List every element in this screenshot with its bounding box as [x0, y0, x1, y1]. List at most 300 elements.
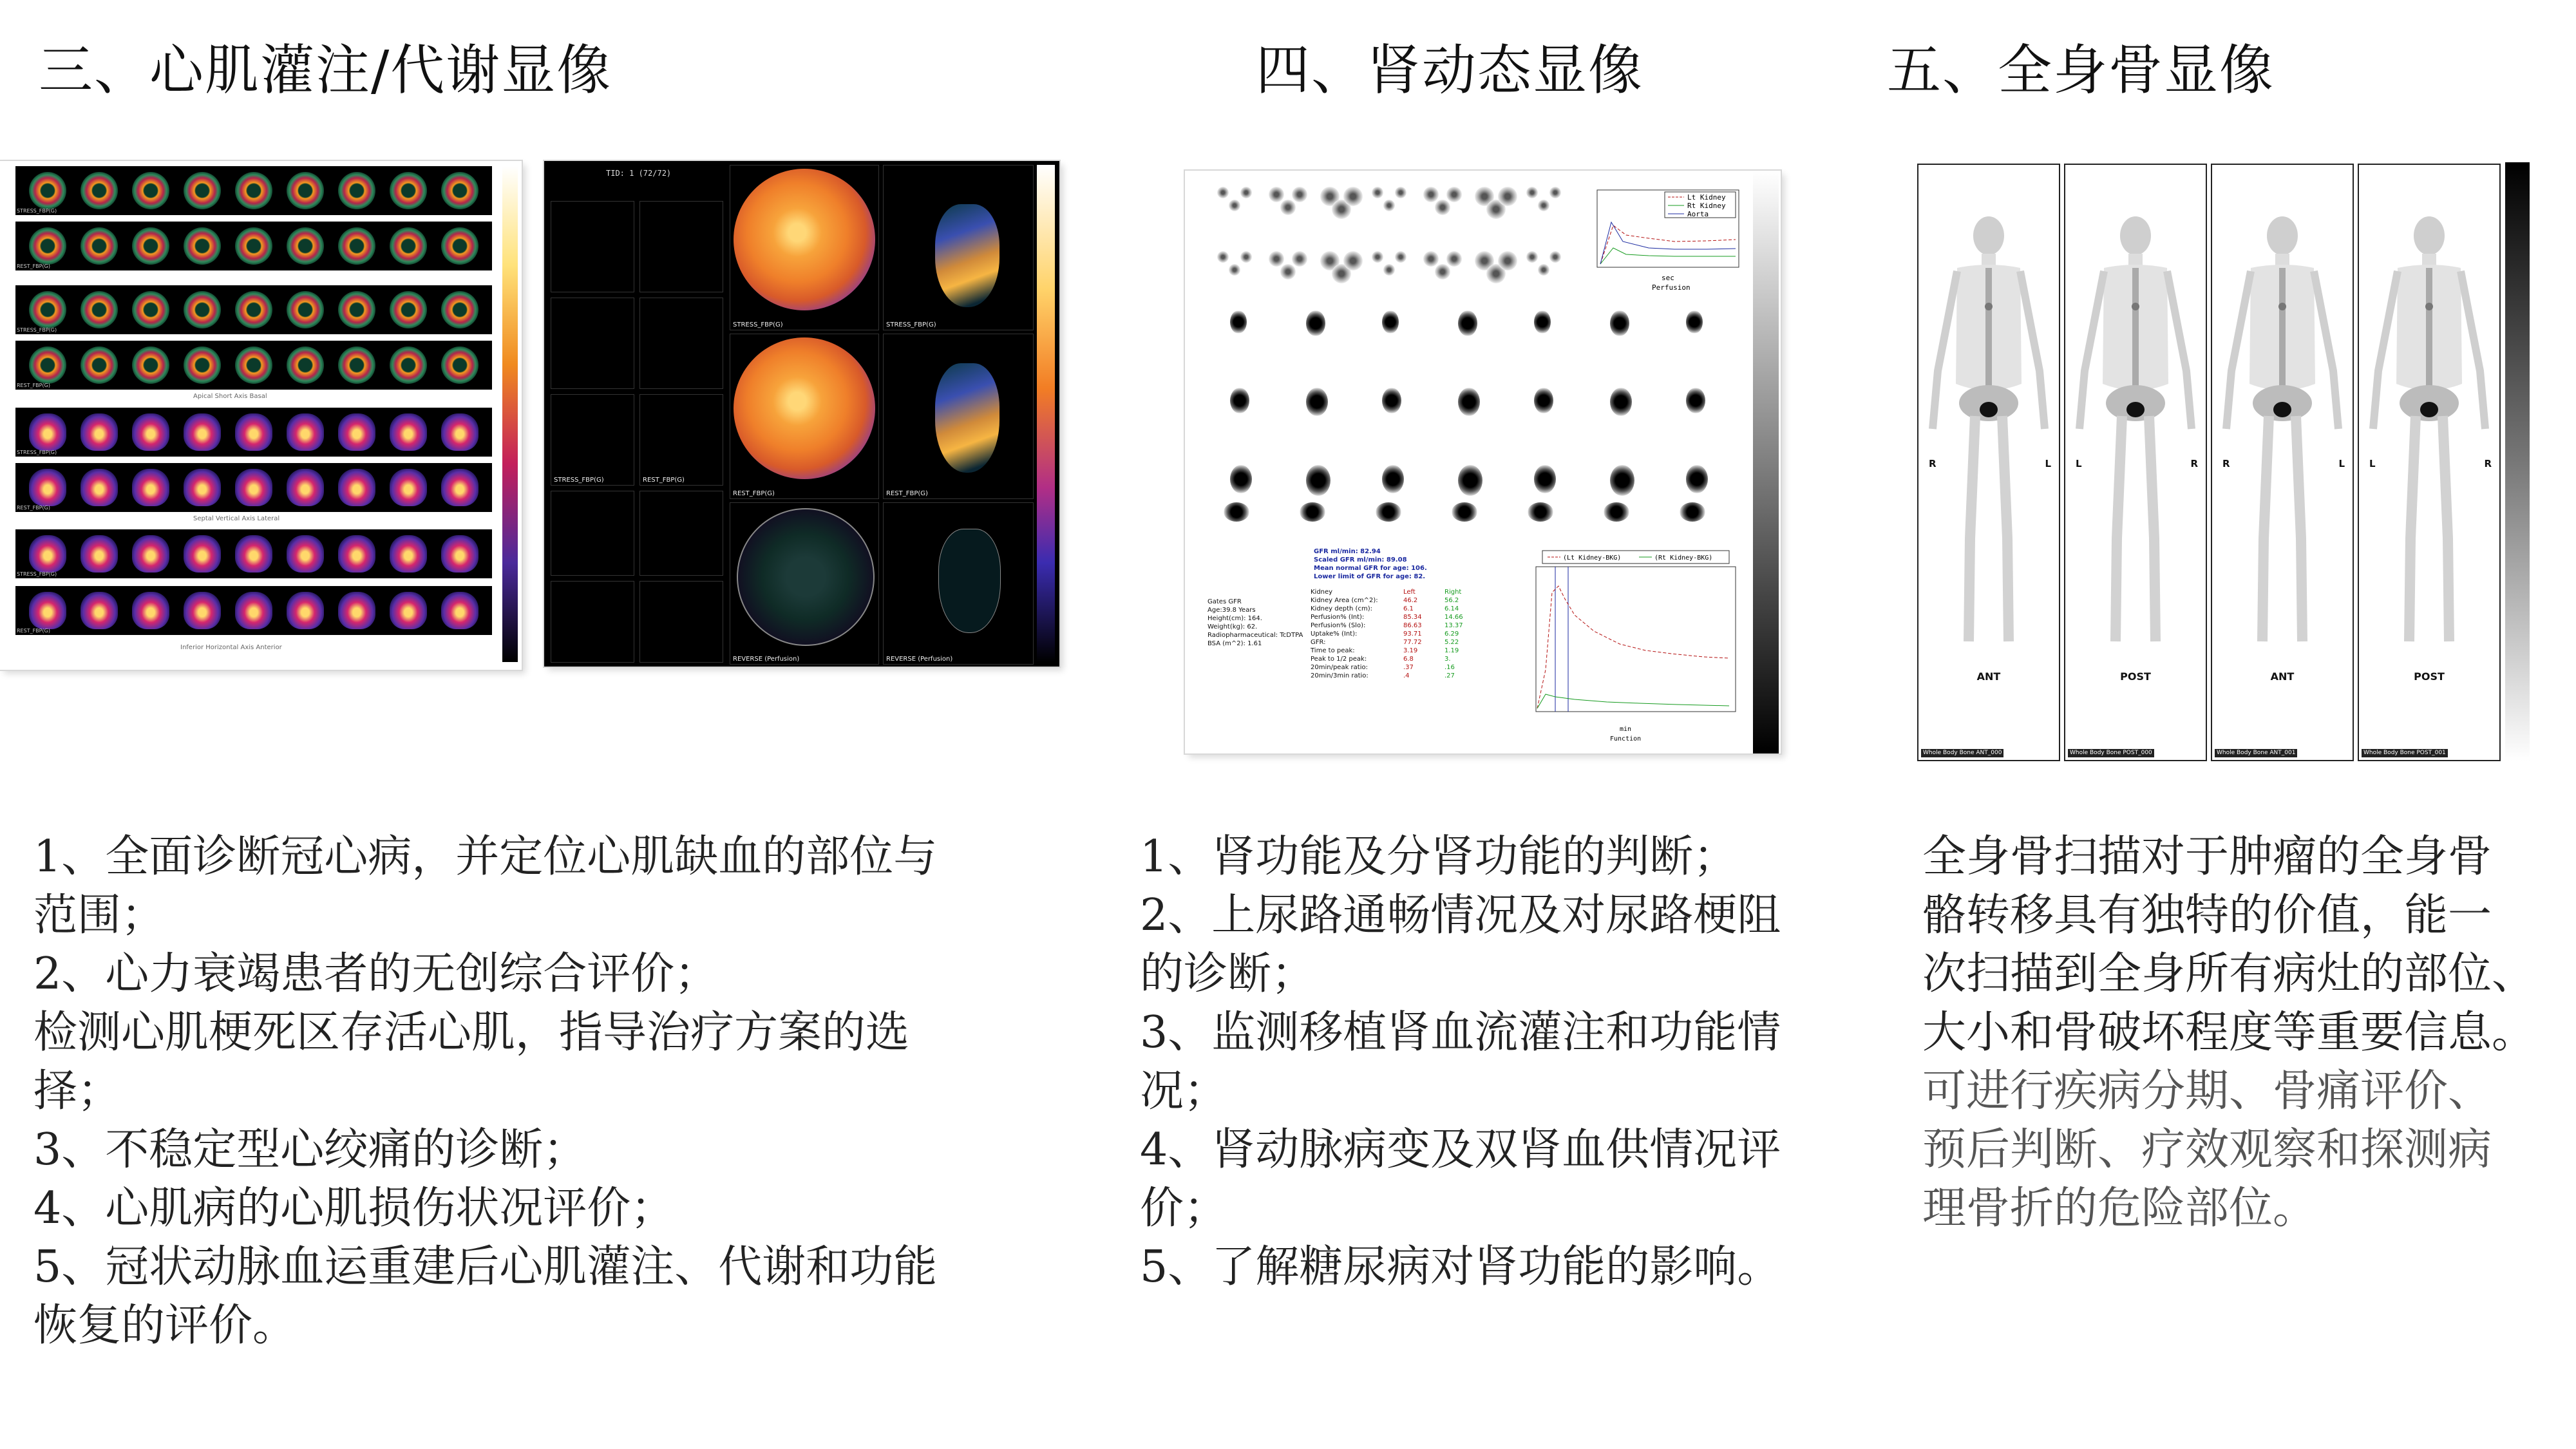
slice-cell — [132, 291, 169, 328]
func-axis: min — [1620, 726, 1632, 733]
polar-map — [734, 169, 875, 310]
function-frame — [1198, 457, 1269, 528]
activity-spot — [1269, 251, 1284, 267]
slice-cell — [441, 291, 478, 328]
kidney-spot — [1686, 310, 1703, 334]
perfusion-frame — [1468, 174, 1513, 225]
function-frame — [1578, 380, 1649, 451]
kidney-table-row — [1311, 630, 1477, 638]
text-line: 检测心肌梗死区存活心肌，指导治疗方案的选 — [33, 1007, 910, 1058]
function-frame — [1198, 303, 1269, 374]
bone-description — [1922, 828, 2576, 1238]
slice-cell — [235, 469, 272, 506]
slice-cell — [184, 535, 221, 573]
kidney-table-cell: 6.14 — [1444, 605, 1459, 612]
activity-spot — [1292, 187, 1307, 202]
kidney-spot — [1458, 310, 1477, 336]
slice-cell — [132, 346, 169, 384]
slice-cell — [441, 227, 478, 265]
slice-cell — [287, 535, 324, 573]
text-line: 2、心力衰竭患者的无创综合评价； — [33, 949, 719, 999]
view-footer: Whole Body Bone POST_001 — [2362, 749, 2448, 757]
text-line: 次扫描到全身所有病灶的部位、 — [1922, 949, 2536, 999]
function-frame — [1578, 303, 1649, 374]
text-line: 价； — [1140, 1183, 1228, 1234]
slice-cell — [390, 535, 427, 573]
bladder-spot — [1300, 502, 1325, 522]
tile-label: REVERSE (Perfusion) — [733, 656, 800, 663]
activity-spot — [1423, 187, 1439, 202]
kidney-table-body — [1311, 596, 1477, 680]
slice-cell — [184, 346, 221, 384]
side-label: L — [2045, 458, 2051, 469]
function-frame — [1350, 457, 1421, 528]
view-label: POST — [2120, 670, 2151, 683]
perfusion-frame — [1417, 238, 1462, 290]
activity-spot — [1217, 187, 1229, 198]
activity-spot — [1343, 251, 1363, 270]
bladder-spot — [1224, 502, 1249, 522]
slice-cell — [80, 469, 118, 506]
kidney-spot — [1458, 388, 1480, 416]
slice-strip — [15, 222, 492, 270]
activity-spot — [1526, 251, 1538, 263]
tomo-slice — [551, 298, 634, 389]
info-line: Height(cm): 164. — [1208, 615, 1262, 622]
skeleton-figure — [2212, 216, 2353, 667]
slice-cell — [338, 469, 375, 506]
renal-description — [1140, 828, 1855, 1296]
activity-spot — [1423, 251, 1439, 267]
slice-cell — [29, 227, 66, 265]
strip-label: REST_FBP(G) — [17, 383, 50, 388]
kidney-table-row — [1311, 621, 1477, 630]
cardiac-description — [33, 828, 1051, 1355]
axis-caption: Septal Vertical Axis Lateral — [193, 515, 280, 522]
whole-body-view — [2064, 164, 2207, 761]
kidney-table-row — [1311, 596, 1477, 605]
perfusion-chart — [1578, 187, 1745, 296]
activity-spot — [1280, 200, 1296, 215]
gfr-summary — [1314, 547, 1427, 581]
heading-cardiac: 三、心肌灌注/代谢显像 — [39, 39, 612, 102]
perfusion-frame — [1365, 174, 1410, 225]
tile-label: REST_FBP(G) — [886, 490, 928, 497]
side-label: R — [1929, 458, 1937, 469]
view-label: POST — [2414, 670, 2445, 683]
kidney-table-cell: .27 — [1444, 672, 1455, 679]
slice-cell — [80, 291, 118, 328]
tomo-slice — [639, 298, 723, 389]
activity-spot — [1240, 251, 1252, 263]
kidney-spot — [1686, 388, 1705, 413]
kidney-table-cell: 85.34 — [1403, 614, 1422, 621]
slice-strip — [15, 285, 492, 334]
bladder-spot — [1376, 502, 1401, 522]
activity-spot — [1343, 187, 1363, 206]
slice-cell — [338, 172, 375, 209]
slice-cell — [235, 346, 272, 384]
func-legend-lt: (Lt Kidney-BKG) — [1563, 554, 1622, 562]
perfusion-frame — [1314, 174, 1359, 225]
kidney-table-row — [1311, 605, 1477, 613]
heart-3d-tile — [883, 502, 1034, 665]
kidney-table-cell: Perfusion% (Slo): — [1311, 622, 1366, 629]
kidney-table-cell: 93.71 — [1403, 630, 1422, 638]
view-footer: Whole Body Bone ANT_000 — [1921, 749, 2003, 757]
slice-cell — [184, 172, 221, 209]
activity-spot — [1383, 264, 1395, 276]
tomo-slice — [639, 491, 723, 576]
slice-cell — [287, 592, 324, 629]
kidney-table-cell: 77.72 — [1403, 639, 1422, 646]
kidney-table-row — [1311, 655, 1477, 663]
view-footer: Whole Body Bone ANT_001 — [2215, 749, 2297, 757]
kidney-table-cell: Peak to 1/2 peak: — [1311, 656, 1367, 663]
col-left: Left — [1403, 589, 1416, 596]
tomo-slice — [639, 201, 723, 292]
kidney-spot — [1306, 310, 1325, 336]
tile-label: STRESS_FBP(G) — [886, 321, 936, 328]
kidney-spot — [1382, 310, 1399, 334]
gfr-line: Lower limit of GFR for age: 82. — [1314, 573, 1426, 580]
kidney-table-cell: Kidney depth (cm): — [1311, 605, 1372, 612]
tile-label: REST_FBP(G) — [733, 490, 775, 497]
color-scale — [1037, 165, 1055, 662]
slice-cell — [29, 291, 66, 328]
legend-rt: Rt Kidney — [1687, 202, 1726, 210]
slice-cell — [80, 413, 118, 451]
slice-strip — [15, 529, 492, 578]
strip-label: STRESS_FBP(G) — [17, 450, 57, 455]
perfusion-frame — [1211, 238, 1256, 290]
bladder-spot — [1680, 502, 1705, 522]
activity-spot — [1217, 251, 1229, 263]
tile-label: REVERSE (Perfusion) — [886, 656, 953, 663]
polar-map-tile — [730, 502, 879, 665]
slice-cell — [390, 291, 427, 328]
polar-map-tile — [730, 165, 879, 330]
heart-3d — [935, 363, 999, 473]
perf-title: Perfusion — [1652, 283, 1690, 292]
slice-cell — [184, 227, 221, 265]
slice-cell — [235, 535, 272, 573]
text-line: 择； — [33, 1066, 122, 1117]
slice-cell — [80, 346, 118, 384]
kidney-table-row — [1311, 672, 1477, 680]
slice-strip — [15, 408, 492, 457]
kidney-table-cell: 5.22 — [1444, 639, 1459, 646]
perfusion-frame — [1520, 174, 1565, 225]
kidney-spot — [1534, 310, 1551, 334]
text-line: 的诊断； — [1140, 949, 1316, 999]
slice-cell — [441, 535, 478, 573]
kidney-table-cell: .37 — [1403, 664, 1414, 671]
slice-cell — [184, 291, 221, 328]
activity-spot — [1372, 251, 1383, 263]
legend-lt: Lt Kidney — [1687, 193, 1726, 202]
func-title: Function — [1610, 735, 1642, 743]
kidney-table-row — [1311, 638, 1477, 647]
whole-body-view — [2211, 164, 2354, 761]
kidney-table-row — [1311, 613, 1477, 621]
kidney-table-cell: 3.19 — [1403, 647, 1418, 654]
activity-spot — [1498, 187, 1517, 206]
kidney-table — [1311, 588, 1477, 680]
strip-label: STRESS_FBP(G) — [17, 327, 57, 333]
perf-axis: sec — [1662, 274, 1674, 282]
kidney-spot — [1686, 465, 1708, 493]
side-label: R — [2190, 458, 2198, 469]
slice-cell — [287, 413, 324, 451]
slice-cell — [184, 413, 221, 451]
function-frame — [1274, 380, 1345, 451]
slice-cell — [338, 227, 375, 265]
skeleton-figure — [1918, 216, 2059, 667]
function-frame — [1654, 380, 1725, 451]
activity-spot — [1446, 187, 1462, 202]
perfusion-frame — [1520, 238, 1565, 290]
text-line: 3、不稳定型心绞痛的诊断； — [33, 1124, 587, 1175]
heart-3d-tile — [883, 165, 1034, 330]
kidney-table-row — [1311, 647, 1477, 655]
heart-3d — [935, 204, 999, 307]
slice-cell — [235, 413, 272, 451]
strip-label: STRESS_FBP(G) — [17, 571, 57, 577]
slice-cell — [338, 413, 375, 451]
slice-cell — [132, 227, 169, 265]
slice-cell — [29, 346, 66, 384]
kidney-spot — [1458, 465, 1482, 496]
bladder-spot — [1452, 502, 1477, 522]
slice-cell — [338, 346, 375, 384]
text-line: 1、全面诊断冠心病，并定位心肌缺血的部位与 — [33, 831, 938, 882]
strip-label: STRESS_FBP(G) — [17, 208, 57, 214]
kidney-table-cell: 14.66 — [1444, 614, 1463, 621]
tid-label: TID: 1 (72/72) — [606, 169, 672, 178]
perfusion-frame — [1262, 238, 1307, 290]
perfusion-frame — [1211, 174, 1256, 225]
activity-spot — [1372, 187, 1383, 198]
function-frame — [1426, 380, 1497, 451]
activity-spot — [1280, 264, 1296, 279]
view-label: ANT — [2270, 670, 2295, 683]
slice-cell — [287, 227, 324, 265]
skeleton-figure — [2065, 216, 2206, 667]
activity-spot — [1526, 187, 1538, 198]
slice-cell — [390, 346, 427, 384]
tomo-slice — [551, 201, 634, 292]
side-label: L — [2076, 458, 2082, 469]
strip-label: REST_FBP(G) — [17, 263, 50, 269]
activity-spot — [1395, 251, 1406, 263]
perfusion-frame — [1314, 238, 1359, 290]
axis-caption: Apical Short Axis Basal — [193, 393, 267, 400]
kidney-spot — [1230, 310, 1247, 334]
activity-spot — [1395, 187, 1406, 198]
kidney-table-cell: GFR: — [1311, 639, 1326, 646]
slice-cell — [29, 413, 66, 451]
perfusion-frame — [1417, 174, 1462, 225]
slice-cell — [235, 227, 272, 265]
slice-cell — [338, 535, 375, 573]
polar-map-tile — [730, 334, 879, 499]
kidney-table-cell: .4 — [1403, 672, 1410, 679]
slice-cell — [184, 469, 221, 506]
heading-renal: 四、肾动态显像 — [1256, 39, 1644, 102]
slice-cell — [235, 592, 272, 629]
kidney-table-header — [1311, 588, 1477, 596]
kidney-table-cell: 6.29 — [1444, 630, 1459, 638]
kidney-spot — [1306, 388, 1328, 416]
slice-cell — [287, 346, 324, 384]
activity-spot — [1229, 200, 1240, 211]
activity-spot — [1229, 264, 1240, 276]
side-label: L — [2338, 458, 2345, 469]
tile-label: REST_FBP(G) — [643, 477, 685, 484]
heart-3d — [938, 529, 1001, 633]
tomo-slice — [551, 491, 634, 576]
slice-cell — [390, 413, 427, 451]
function-frame — [1350, 303, 1421, 374]
slice-cell — [235, 291, 272, 328]
kidney-spot — [1230, 388, 1249, 413]
kidney-spot — [1382, 465, 1404, 493]
text-line: 5、了解糖尿病对肾功能的影响。 — [1140, 1242, 1781, 1293]
text-line: 恢复的评价。 — [33, 1300, 297, 1351]
kidney-table-cell: 86.63 — [1403, 622, 1422, 629]
slice-cell — [338, 291, 375, 328]
activity-spot — [1435, 200, 1450, 215]
kidney-table-cell: 6.1 — [1403, 605, 1414, 612]
info-line: BSA (m^2): 1.61 — [1208, 640, 1262, 647]
slice-cell — [132, 172, 169, 209]
renal-dynamic-image — [1185, 171, 1781, 753]
legend-aorta: Aorta — [1687, 210, 1709, 218]
tile-label: STRESS_FBP(G) — [733, 321, 783, 328]
slice-cell — [390, 592, 427, 629]
function-frame — [1198, 380, 1269, 451]
kidney-spot — [1610, 465, 1634, 496]
kidney-spot — [1534, 465, 1556, 493]
slice-cell — [287, 172, 324, 209]
text-line: 1、肾功能及分肾功能的判断； — [1140, 831, 1738, 882]
slice-cell — [29, 592, 66, 629]
text-line: 范围； — [33, 890, 166, 941]
function-frame — [1274, 457, 1345, 528]
side-label: R — [2484, 458, 2492, 469]
activity-spot — [1538, 200, 1549, 211]
slice-strip — [15, 166, 492, 215]
col-kidney: Kidney — [1311, 589, 1333, 596]
view-label: ANT — [1976, 670, 2001, 683]
slice-cell — [29, 535, 66, 573]
side-label: R — [2222, 458, 2230, 469]
activity-spot — [1383, 200, 1395, 211]
whole-body-view — [2358, 164, 2501, 761]
patient-info — [1208, 547, 1303, 648]
text-line: 大小和骨破坏程度等重要信息。 — [1922, 1007, 2536, 1058]
slice-cell — [132, 469, 169, 506]
kidney-table-cell: 3. — [1444, 656, 1451, 663]
function-frame — [1502, 303, 1573, 374]
kidney-spot — [1610, 310, 1629, 336]
slice-cell — [441, 346, 478, 384]
info-line: Weight(kg): 62. — [1208, 623, 1258, 630]
slice-strip — [15, 463, 492, 512]
slice-cell — [390, 172, 427, 209]
kidney-table-row — [1311, 663, 1477, 672]
strip-label: REST_FBP(G) — [17, 628, 50, 634]
whole-body-view — [1917, 164, 2060, 761]
perfusion-frame — [1365, 238, 1410, 290]
tomo-slice — [639, 581, 723, 663]
text-line: 预后判断、疗效观察和探测病 — [1922, 1124, 2492, 1175]
slice-cell — [390, 227, 427, 265]
kidney-table-cell: Perfusion% (Int): — [1311, 614, 1365, 621]
tomo-slice — [551, 581, 634, 663]
function-frame — [1502, 380, 1573, 451]
slice-cell — [184, 592, 221, 629]
polar-map — [734, 337, 875, 479]
slice-cell — [390, 469, 427, 506]
kidney-spot — [1534, 388, 1553, 413]
slice-cell — [132, 413, 169, 451]
function-frame — [1578, 457, 1649, 528]
slice-strip — [15, 341, 492, 390]
kidney-spot — [1610, 388, 1632, 416]
function-frame — [1274, 303, 1345, 374]
strip-label: REST_FBP(G) — [17, 505, 50, 511]
axis-caption: Inferior Horizontal Axis Anterior — [180, 644, 282, 651]
text-line: 可进行疾病分期、骨痛评价、 — [1922, 1066, 2492, 1117]
function-frame — [1426, 457, 1497, 528]
function-frame — [1654, 457, 1725, 528]
info-line: Radiopharmaceutical: TcDTPA — [1208, 632, 1303, 639]
bone-scan-image — [1916, 161, 2534, 766]
slice-cell — [80, 172, 118, 209]
function-chart — [1510, 547, 1742, 747]
slice-cell — [441, 413, 478, 451]
kidney-spot — [1230, 465, 1252, 493]
kidney-table-cell: 1.19 — [1444, 647, 1459, 654]
activity-spot — [1240, 187, 1252, 198]
text-line: 2、上尿路通畅情况及对尿路梗阻 — [1140, 890, 1781, 941]
slice-cell — [80, 592, 118, 629]
func-legend-rt: (Rt Kidney-BKG) — [1654, 554, 1713, 562]
text-line: 全身骨扫描对于肿瘤的全身骨 — [1922, 831, 2492, 882]
function-frame — [1502, 457, 1573, 528]
polar-map — [737, 508, 875, 646]
kidney-table-cell: 13.37 — [1444, 622, 1463, 629]
perfusion-frame — [1262, 174, 1307, 225]
heart-3d-tile — [883, 334, 1034, 499]
slice-cell — [132, 592, 169, 629]
col-right: Right — [1444, 589, 1462, 596]
kidney-table-cell: .16 — [1444, 664, 1455, 671]
activity-spot — [1538, 264, 1549, 276]
activity-spot — [1549, 187, 1561, 198]
text-line: 5、冠状动脉血运重建后心肌灌注、代谢和功能 — [33, 1242, 938, 1293]
text-line: 4、肾动脉病变及双肾血供情况评 — [1140, 1124, 1781, 1175]
tile-label: STRESS_FBP(G) — [554, 477, 604, 484]
slice-cell — [235, 172, 272, 209]
activity-spot — [1269, 187, 1284, 202]
slice-cell — [29, 172, 66, 209]
function-frame — [1350, 380, 1421, 451]
kidney-spot — [1306, 465, 1331, 496]
function-frame — [1654, 303, 1725, 374]
